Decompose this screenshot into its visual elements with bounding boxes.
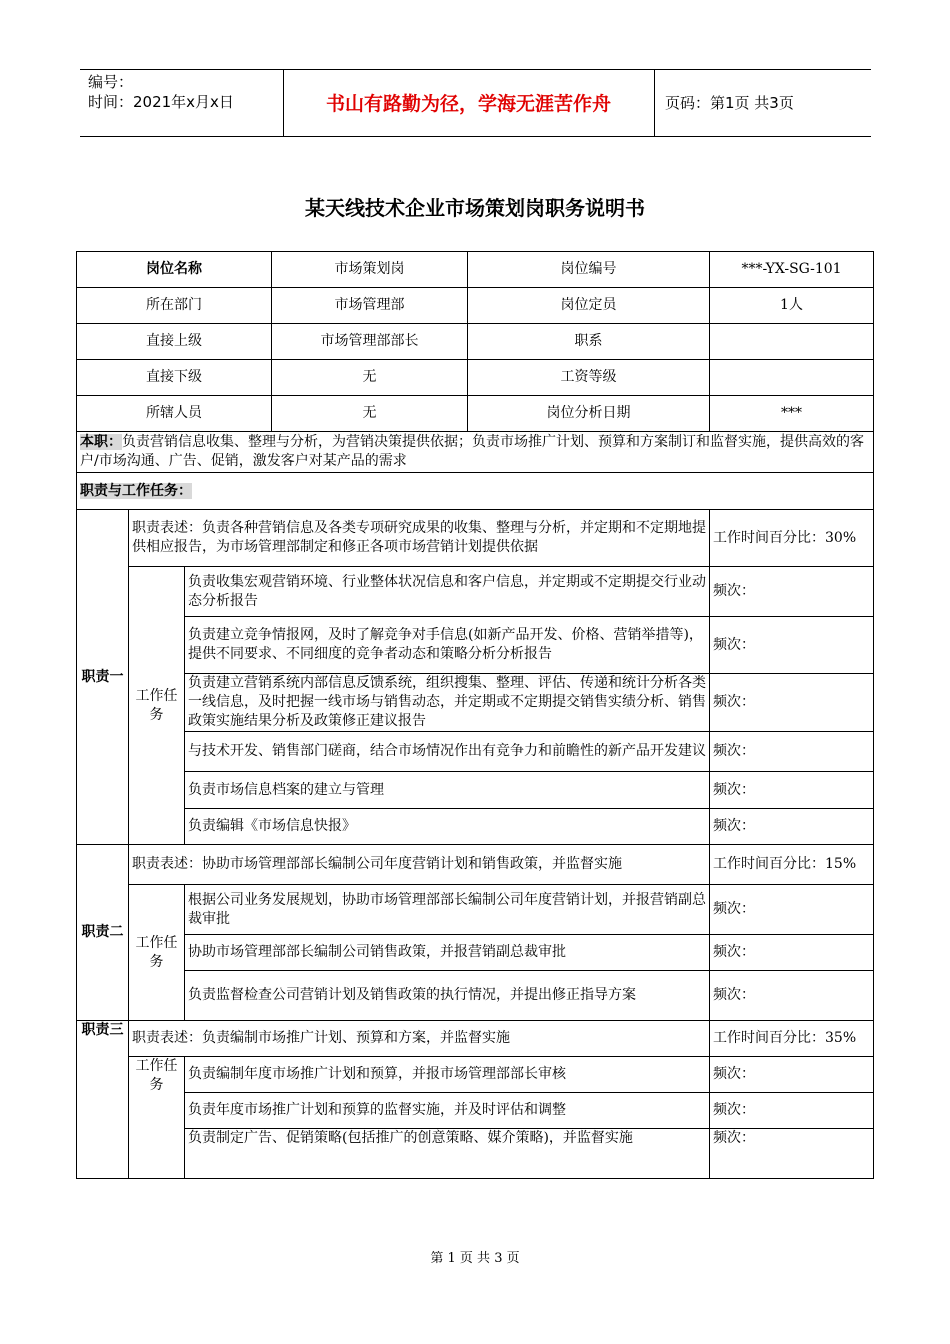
task-group-label: 工作任务	[129, 1057, 185, 1179]
task-row	[77, 1057, 874, 1093]
info-label: 所辖人员	[77, 396, 272, 432]
task-text: 与技术开发、销售部门磋商，结合市场情况作出有竞争力和前瞻性的新产品开发建议	[185, 732, 710, 772]
task-frequency: 频次：	[710, 732, 874, 772]
summary-text: 负责营销信息收集、整理与分析，为营销决策提供依据；负责市场推广计划、预算和方案制订和监督实施，提供高效的客户/市场沟通、广告、促销，激发客户对某产品的需求	[80, 434, 864, 469]
info-row	[77, 252, 874, 288]
task-frequency: 频次：	[710, 1093, 874, 1129]
info-label: 职系	[468, 324, 710, 360]
info-value: ***-YX-SG-101	[710, 252, 874, 288]
task-frequency: 频次：	[710, 567, 874, 617]
task-text: 协助市场管理部部长编制公司销售政策，并报营销副总裁审批	[185, 935, 710, 971]
task-text: 负责制定广告、促销策略(包括推广的创意策略、媒介策略)，并监督实施	[185, 1129, 710, 1179]
duty-label: 职责一	[77, 510, 129, 845]
info-label: 直接下级	[77, 360, 272, 396]
document-title: 某天线技术企业市场策划岗职务说明书	[305, 196, 645, 220]
duty-statement: 职责表述：协助市场管理部部长编制公司年度营销计划和销售政策，并监督实施	[129, 845, 710, 885]
duty-percent: 工作时间百分比：15%	[710, 845, 874, 885]
page-footer: 第 1 页 共 3 页	[430, 1251, 520, 1266]
info-label: 岗位分析日期	[468, 396, 710, 432]
duty-statement-row	[77, 1021, 874, 1057]
task-text: 负责年度市场推广计划和预算的监督实施，并及时评估和调整	[185, 1093, 710, 1129]
task-frequency: 频次：	[710, 809, 874, 845]
task-text: 负责编制年度市场推广计划和预算，并报市场管理部部长审核	[185, 1057, 710, 1093]
task-frequency: 频次：	[710, 1057, 874, 1093]
job-description-table	[76, 251, 874, 1179]
task-group-label: 工作任务	[129, 567, 185, 845]
duty-statement: 职责表述：负责编制市场推广计划、预算和方案，并监督实施	[129, 1021, 710, 1057]
duties-heading-row	[77, 473, 874, 510]
info-value: 市场策划岗	[272, 252, 468, 288]
task-row	[77, 885, 874, 935]
duties-heading-cell	[77, 473, 874, 510]
header-bottom-rule	[80, 136, 871, 137]
duty-statement-row	[77, 845, 874, 885]
info-label: 所在部门	[77, 288, 272, 324]
task-row	[77, 971, 874, 1021]
doc-number-label: 编号：	[88, 73, 134, 91]
task-text: 负责编辑《市场信息快报》	[185, 809, 710, 845]
task-row	[77, 674, 874, 732]
info-value: 1人	[710, 288, 874, 324]
duty-statement-row	[77, 510, 874, 567]
doc-date: 时间：2021年x月x日	[88, 93, 234, 111]
task-frequency: 频次：	[710, 674, 874, 732]
info-value: 市场管理部	[272, 288, 468, 324]
info-value	[710, 360, 874, 396]
task-row	[77, 567, 874, 617]
summary-label: 本职：	[80, 434, 122, 450]
task-row	[77, 1093, 874, 1129]
task-frequency: 频次：	[710, 617, 874, 674]
info-value: 无	[272, 396, 468, 432]
header-meta	[88, 72, 234, 112]
duty-percent: 工作时间百分比：30%	[710, 510, 874, 567]
task-text: 负责市场信息档案的建立与管理	[185, 772, 710, 809]
task-group-label: 工作任务	[129, 885, 185, 1021]
duty-statement: 职责表述：负责各种营销信息及各类专项研究成果的收集、整理与分析，并定期和不定期地提供相应报告，为市场管理部制定和修正各项市场营销计划提供依据	[129, 510, 710, 567]
info-label: 岗位编号	[468, 252, 710, 288]
task-row	[77, 1129, 874, 1179]
task-frequency: 频次：	[710, 772, 874, 809]
info-label: 工资等级	[468, 360, 710, 396]
info-row	[77, 360, 874, 396]
task-row	[77, 732, 874, 772]
task-row	[77, 935, 874, 971]
info-value: 市场管理部部长	[272, 324, 468, 360]
task-frequency: 频次：	[710, 935, 874, 971]
info-row	[77, 396, 874, 432]
info-row	[77, 324, 874, 360]
info-row	[77, 288, 874, 324]
duty-label: 职责二	[77, 845, 129, 1021]
task-text: 根据公司业务发展规划，协助市场管理部部长编制公司年度营销计划，并报营销副总裁审批	[185, 885, 710, 935]
info-value: ***	[710, 396, 874, 432]
header-divider	[654, 69, 655, 136]
task-row	[77, 772, 874, 809]
info-label: 岗位名称	[77, 252, 272, 288]
header-page-info: 页码：第1页 共3页	[665, 94, 794, 112]
task-frequency: 频次：	[710, 885, 874, 935]
info-value	[710, 324, 874, 360]
task-row	[77, 809, 874, 845]
info-label: 直接上级	[77, 324, 272, 360]
task-row	[77, 617, 874, 674]
task-text: 负责建立营销系统内部信息反馈系统，组织搜集、整理、评估、传递和统计分析各类一线信息，及时把握一线市场与销售动态，并定期或不定期提交销售实绩分析、销售政策实施结果分析及政策修正建议报告	[185, 674, 710, 732]
job-summary	[77, 432, 874, 473]
duties-heading: 职责与工作任务：	[80, 482, 192, 499]
task-frequency: 频次：	[710, 1129, 874, 1179]
task-text: 负责建立竞争情报网，及时了解竞争对手信息(如新产品开发、价格、营销举措等)，提供不同要求、不同细度的竞争者动态和策略分析分析报告	[185, 617, 710, 674]
duty-percent: 工作时间百分比：35%	[710, 1021, 874, 1057]
info-value: 无	[272, 360, 468, 396]
task-text: 负责监督检查公司营销计划及销售政策的执行情况，并提出修正指导方案	[185, 971, 710, 1021]
task-text: 负责收集宏观营销环境、行业整体状况信息和客户信息，并定期或不定期提交行业动态分析报告	[185, 567, 710, 617]
duty-label: 职责三	[77, 1021, 129, 1179]
header-motto: 书山有路勤为径，学海无涯苦作舟	[325, 93, 611, 115]
info-label: 岗位定员	[468, 288, 710, 324]
summary-row	[77, 432, 874, 473]
task-frequency: 频次：	[710, 971, 874, 1021]
